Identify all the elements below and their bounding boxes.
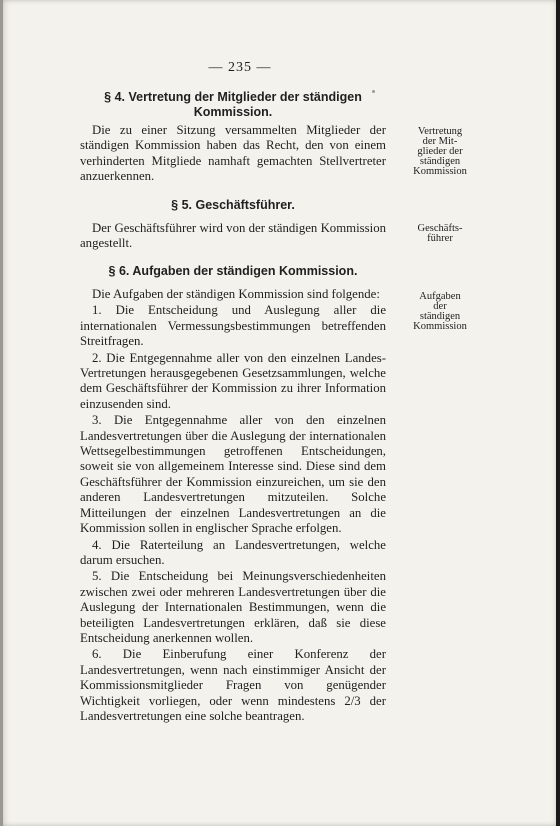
- section-6-body: [80, 287, 386, 724]
- section-5-margin-note: Geschäfts- führer: [417, 223, 463, 244]
- section-6-item-3: 3. Die Entgegennahme aller von den einzelnen Landesvertretungen über die Auslegung der internationalen Wettsegelbestimmungen getroffenen Entscheidungen, soweit sie von allgemeinem Interesse sind. Diese sind dem Geschäftsführer der Kommission einzureichen, um sie den anderen Landesvertretungen mitzuteilen. Solche Mitteilungen der einzelnen Landesvertretungen an die Kommission sollen in englischer Sprache erfolgen.: [80, 413, 386, 536]
- page-number: — 235 —: [208, 60, 272, 75]
- section-6-item-4: 4. Die Raterteilung an Landesvertretungen, welche darum ersuchen.: [80, 537, 386, 567]
- section-6-item-5: 5. Die Entscheidung bei Meinungsverschiedenheiten zwischen zwei oder mehreren Landesvertretungen über die Auslegung der Internationalen Bestimmungen, wenn die beteiligten Landesvertretungen erklären, daß sie diese Entscheidung anerkennen wollen.: [80, 569, 386, 645]
- section-4-paragraph: Die zu einer Sitzung versammelten Mitglieder der ständigen Kommission haben das Recht, den von einem verhinderten Mitgliede namhaft gemachten Stellvertreter anzuerkennen.: [80, 123, 386, 184]
- section-5-heading: § 5. Geschäftsführer.: [171, 198, 295, 212]
- section-6-item-2: 2. Die Entgegennahme aller von den einzelnen Landes-Vertretungen herausgegebenen Gesetzsammlungen, welche dem Geschäftsführer der Kommission zu ihrer Information einzusenden sind.: [80, 350, 386, 411]
- section-4-body: [80, 123, 386, 185]
- section-6-intro: Die Aufgaben der ständigen Kommission sind folgende:: [92, 287, 380, 301]
- section-4-margin-note: Vertretung der Mit- glieder der ständigen Kommission: [413, 126, 467, 177]
- section-6-margin-note: Aufgaben der ständigen Kommission: [413, 291, 467, 332]
- page-left-edge: [0, 0, 3, 826]
- page-right-edge: [556, 0, 560, 826]
- section-4-heading: § 4. Vertretung der Mitglieder der ständigen Kommission.: [104, 90, 362, 119]
- section-5-paragraph: Der Geschäftsführer wird von der ständigen Kommission angestellt.: [80, 221, 386, 251]
- section-6-item-1: 1. Die Entscheidung und Auslegung aller die internationalen Vermessungsbestimmungen betreffenden Streitfragen.: [80, 303, 386, 349]
- section-6-item-6: 6. Die Einberufung einer Konferenz der Landesvertretungen, wenn nach einstimmiger Ansicht der Kommissionsmitglieder Fragen von genügender Wichtigkeit vorliegen, oder wenn mindestens 2/3 der Landesvertretungen eine solche beantragen.: [80, 647, 386, 723]
- section-6-heading: § 6. Aufgaben der ständigen Kommission.: [108, 264, 358, 278]
- section-5-body: [80, 221, 386, 252]
